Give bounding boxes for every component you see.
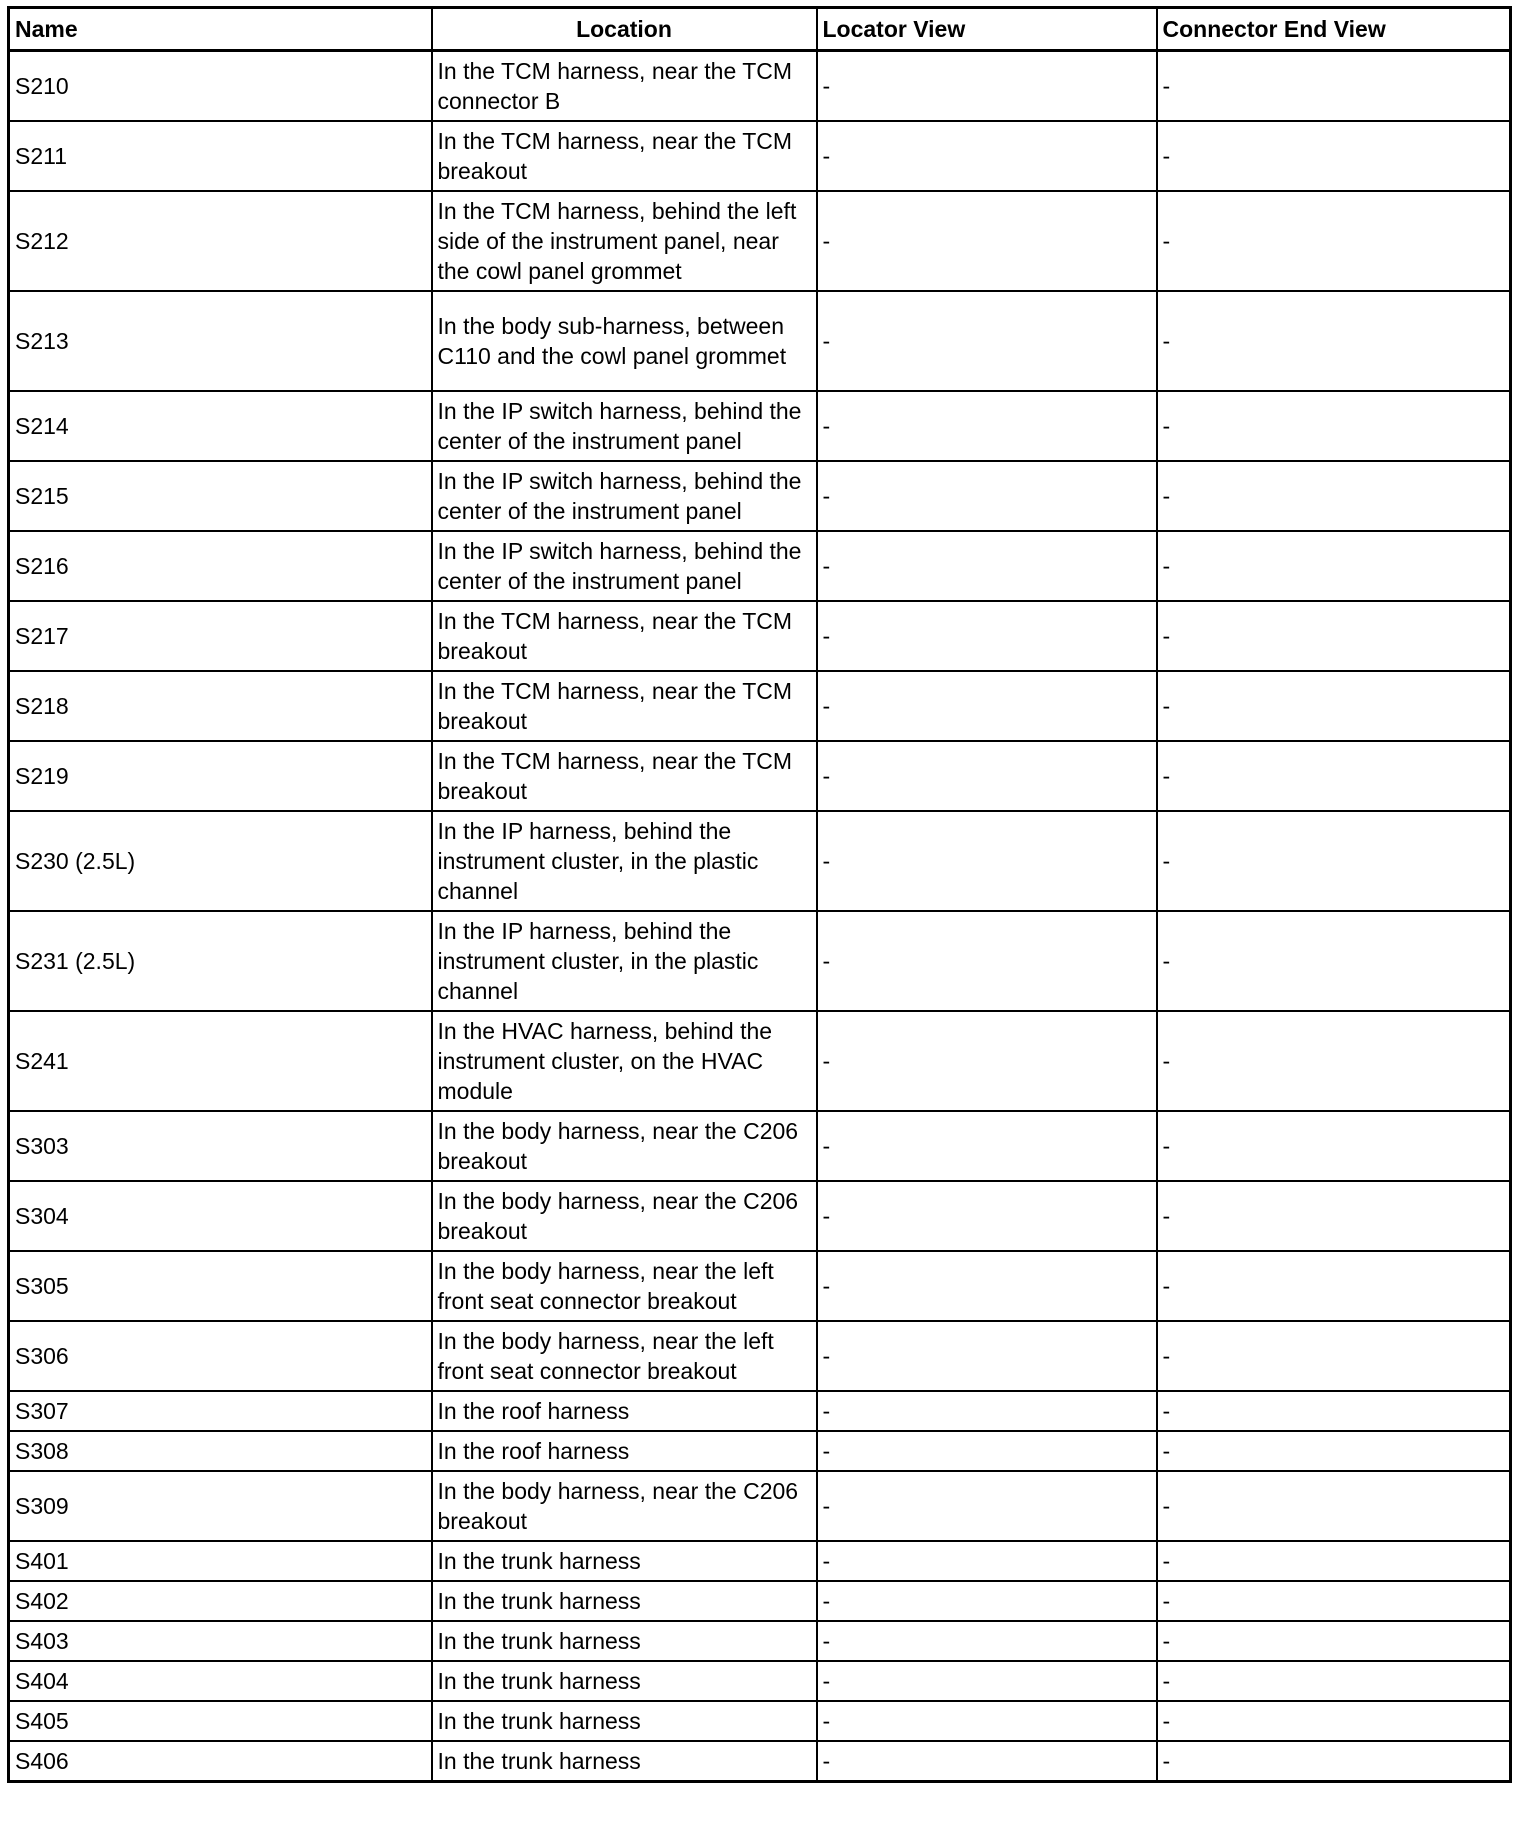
table-row [9,1701,1511,1741]
splice-name-cell: S215 [9,461,432,531]
connector-end-view-cell: - [1157,1251,1511,1321]
splice-name-cell: S217 [9,601,432,671]
splice-name-cell: S306 [9,1321,432,1391]
splice-name-cell: S218 [9,671,432,741]
connector-end-view-cell: - [1157,741,1511,811]
table-row [9,1391,1511,1431]
splice-name-cell: S241 [9,1011,432,1111]
splice-name-cell: S406 [9,1741,432,1782]
table-row [9,911,1511,1011]
connector-end-view-cell: - [1157,391,1511,461]
table-row [9,391,1511,461]
connector-end-view-cell: - [1157,531,1511,601]
connector-end-view-cell: - [1157,1701,1511,1741]
location-cell: In the body harness, near the left front seat connector breakout [432,1321,817,1391]
connector-end-view-cell: - [1157,1321,1511,1391]
locator-view-cell: - [817,461,1157,531]
splice-name-cell: S214 [9,391,432,461]
connector-end-view-cell: - [1157,1541,1511,1581]
location-cell: In the TCM harness, near the TCM connector B [432,51,817,122]
splice-name-cell: S307 [9,1391,432,1431]
location-cell: In the body harness, near the C206 breakout [432,1181,817,1251]
connector-end-view-cell: - [1157,811,1511,911]
locator-view-cell: - [817,1251,1157,1321]
connector-end-view-cell: - [1157,911,1511,1011]
table-row [9,1621,1511,1661]
locator-view-cell: - [817,1471,1157,1541]
table-row [9,1181,1511,1251]
location-cell: In the trunk harness [432,1621,817,1661]
table-row [9,1471,1511,1541]
splice-name-cell: S219 [9,741,432,811]
location-cell: In the roof harness [432,1431,817,1471]
table-row [9,1581,1511,1621]
locator-view-cell: - [817,191,1157,291]
locator-view-cell: - [817,1701,1157,1741]
location-cell: In the trunk harness [432,1581,817,1621]
splice-name-cell: S304 [9,1181,432,1251]
splice-name-cell: S403 [9,1621,432,1661]
locator-view-cell: - [817,911,1157,1011]
location-cell: In the roof harness [432,1391,817,1431]
connector-end-view-cell: - [1157,1181,1511,1251]
location-cell: In the TCM harness, near the TCM breakout [432,121,817,191]
connector-end-view-cell: - [1157,291,1511,391]
location-cell: In the TCM harness, near the TCM breakout [432,601,817,671]
locator-view-cell: - [817,811,1157,911]
splice-name-cell: S216 [9,531,432,601]
splice-name-cell: S210 [9,51,432,122]
location-cell: In the IP switch harness, behind the center of the instrument panel [432,531,817,601]
locator-view-cell: - [817,51,1157,122]
locator-view-cell: - [817,1661,1157,1701]
splice-name-cell: S402 [9,1581,432,1621]
column-header-location: Location [432,8,817,51]
splice-name-cell: S404 [9,1661,432,1701]
table-row [9,191,1511,291]
table-row [9,601,1511,671]
locator-view-cell: - [817,391,1157,461]
locator-view-cell: - [817,601,1157,671]
connector-end-view-cell: - [1157,1741,1511,1782]
table-row [9,1321,1511,1391]
location-cell: In the trunk harness [432,1741,817,1782]
connector-end-view-cell: - [1157,1011,1511,1111]
splice-name-cell: S308 [9,1431,432,1471]
splice-name-cell: S231 (2.5L) [9,911,432,1011]
splice-name-cell: S213 [9,291,432,391]
connector-end-view-cell: - [1157,1621,1511,1661]
connector-end-view-cell: - [1157,1661,1511,1701]
connector-end-view-cell: - [1157,121,1511,191]
connector-end-view-cell: - [1157,191,1511,291]
location-cell: In the IP switch harness, behind the center of the instrument panel [432,461,817,531]
location-cell: In the body harness, near the left front seat connector breakout [432,1251,817,1321]
table-row [9,121,1511,191]
header-row [9,8,1511,51]
splice-name-cell: S401 [9,1541,432,1581]
connector-end-view-cell: - [1157,601,1511,671]
table-row [9,741,1511,811]
column-header-connector-end-view: Connector End View [1157,8,1511,51]
splice-location-table [7,6,1512,1783]
table-row [9,1111,1511,1181]
location-cell: In the TCM harness, near the TCM breakout [432,671,817,741]
locator-view-cell: - [817,1391,1157,1431]
table-row [9,1741,1511,1782]
splice-name-cell: S305 [9,1251,432,1321]
locator-view-cell: - [817,1431,1157,1471]
location-cell: In the TCM harness, near the TCM breakout [432,741,817,811]
location-cell: In the IP harness, behind the instrument cluster, in the plastic channel [432,811,817,911]
location-cell: In the trunk harness [432,1541,817,1581]
locator-view-cell: - [817,671,1157,741]
location-cell: In the trunk harness [432,1661,817,1701]
connector-end-view-cell: - [1157,1111,1511,1181]
location-cell: In the trunk harness [432,1701,817,1741]
location-cell: In the body sub-harness, between C110 and the cowl panel grommet [432,291,817,391]
splice-name-cell: S230 (2.5L) [9,811,432,911]
table-row [9,461,1511,531]
location-cell: In the HVAC harness, behind the instrument cluster, on the HVAC module [432,1011,817,1111]
location-cell: In the IP harness, behind the instrument cluster, in the plastic channel [432,911,817,1011]
table-row [9,671,1511,741]
splice-name-cell: S211 [9,121,432,191]
locator-view-cell: - [817,1741,1157,1782]
locator-view-cell: - [817,1581,1157,1621]
locator-view-cell: - [817,1621,1157,1661]
location-cell: In the TCM harness, behind the left side of the instrument panel, near the cowl panel grommet [432,191,817,291]
connector-end-view-cell: - [1157,1391,1511,1431]
column-header-locator-view: Locator View [817,8,1157,51]
connector-end-view-cell: - [1157,1581,1511,1621]
table-row [9,1251,1511,1321]
table-row [9,531,1511,601]
locator-view-cell: - [817,291,1157,391]
locator-view-cell: - [817,1181,1157,1251]
table-row [9,1431,1511,1471]
locator-view-cell: - [817,1541,1157,1581]
location-cell: In the body harness, near the C206 breakout [432,1111,817,1181]
location-cell: In the IP switch harness, behind the center of the instrument panel [432,391,817,461]
splice-name-cell: S309 [9,1471,432,1541]
splice-name-cell: S303 [9,1111,432,1181]
location-cell: In the body harness, near the C206 breakout [432,1471,817,1541]
connector-end-view-cell: - [1157,671,1511,741]
locator-view-cell: - [817,531,1157,601]
connector-end-view-cell: - [1157,51,1511,122]
locator-view-cell: - [817,1321,1157,1391]
connector-end-view-cell: - [1157,1471,1511,1541]
table-body [9,51,1511,1782]
table-row [9,1661,1511,1701]
table-row [9,291,1511,391]
column-header-name: Name [9,8,432,51]
splice-name-cell: S405 [9,1701,432,1741]
connector-end-view-cell: - [1157,1431,1511,1471]
connector-end-view-cell: - [1157,461,1511,531]
locator-view-cell: - [817,1011,1157,1111]
locator-view-cell: - [817,121,1157,191]
locator-view-cell: - [817,1111,1157,1181]
table-row [9,811,1511,911]
table-row [9,1541,1511,1581]
splice-name-cell: S212 [9,191,432,291]
table-row [9,1011,1511,1111]
table-row [9,51,1511,122]
locator-view-cell: - [817,741,1157,811]
